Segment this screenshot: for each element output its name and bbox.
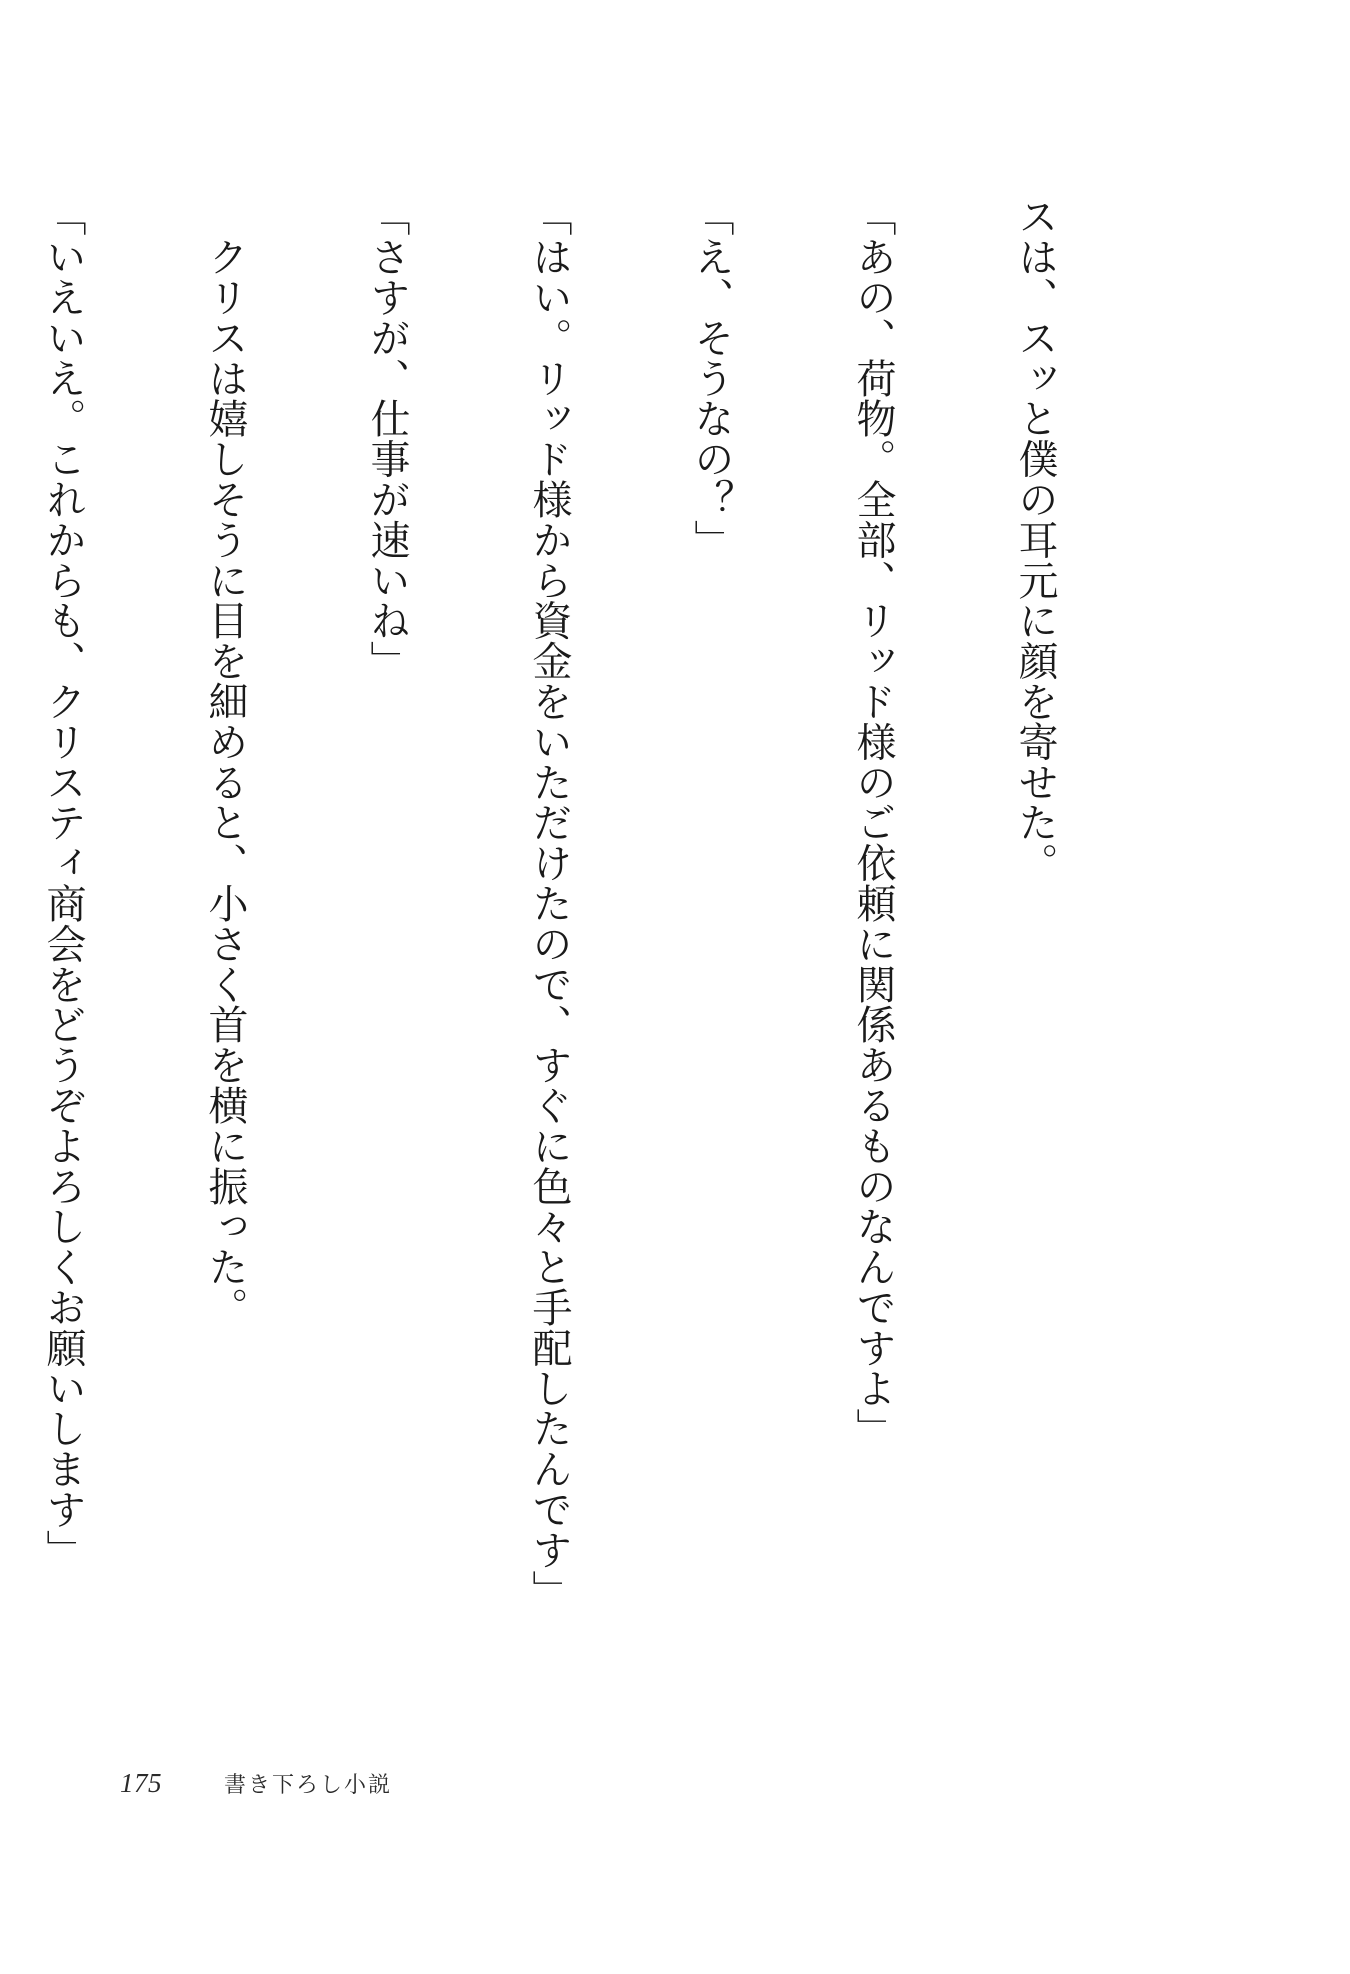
text-line: クリスは嬉しそうに目を細めると、小さく首を横に振った。 [202, 196, 248, 1328]
text-line: 「あの、荷物。全部、リッド様のご依頼に関係あるものなんですよ」 [850, 196, 896, 1449]
page-footer [120, 1768, 392, 1808]
text-line: 「はい。リッド様から資金をいただけたので、すぐに色々と手配したんです」 [526, 196, 572, 1610]
page-number: 175 [120, 1768, 162, 1798]
text-line: 「さすが、仕事が速いね」 [364, 196, 410, 681]
text-line: スは、スッと僕の耳元に顔を寄せた。 [1012, 196, 1058, 883]
vertical-text-body [40, 196, 1170, 1716]
running-title: 書き下ろし小説 [224, 1773, 393, 1798]
text-line: 「え、そうなの？」 [688, 196, 734, 560]
text-line: 「いえいえ。これからも、クリスティ商会をどうぞよろしくお願いします」 [40, 196, 86, 1570]
